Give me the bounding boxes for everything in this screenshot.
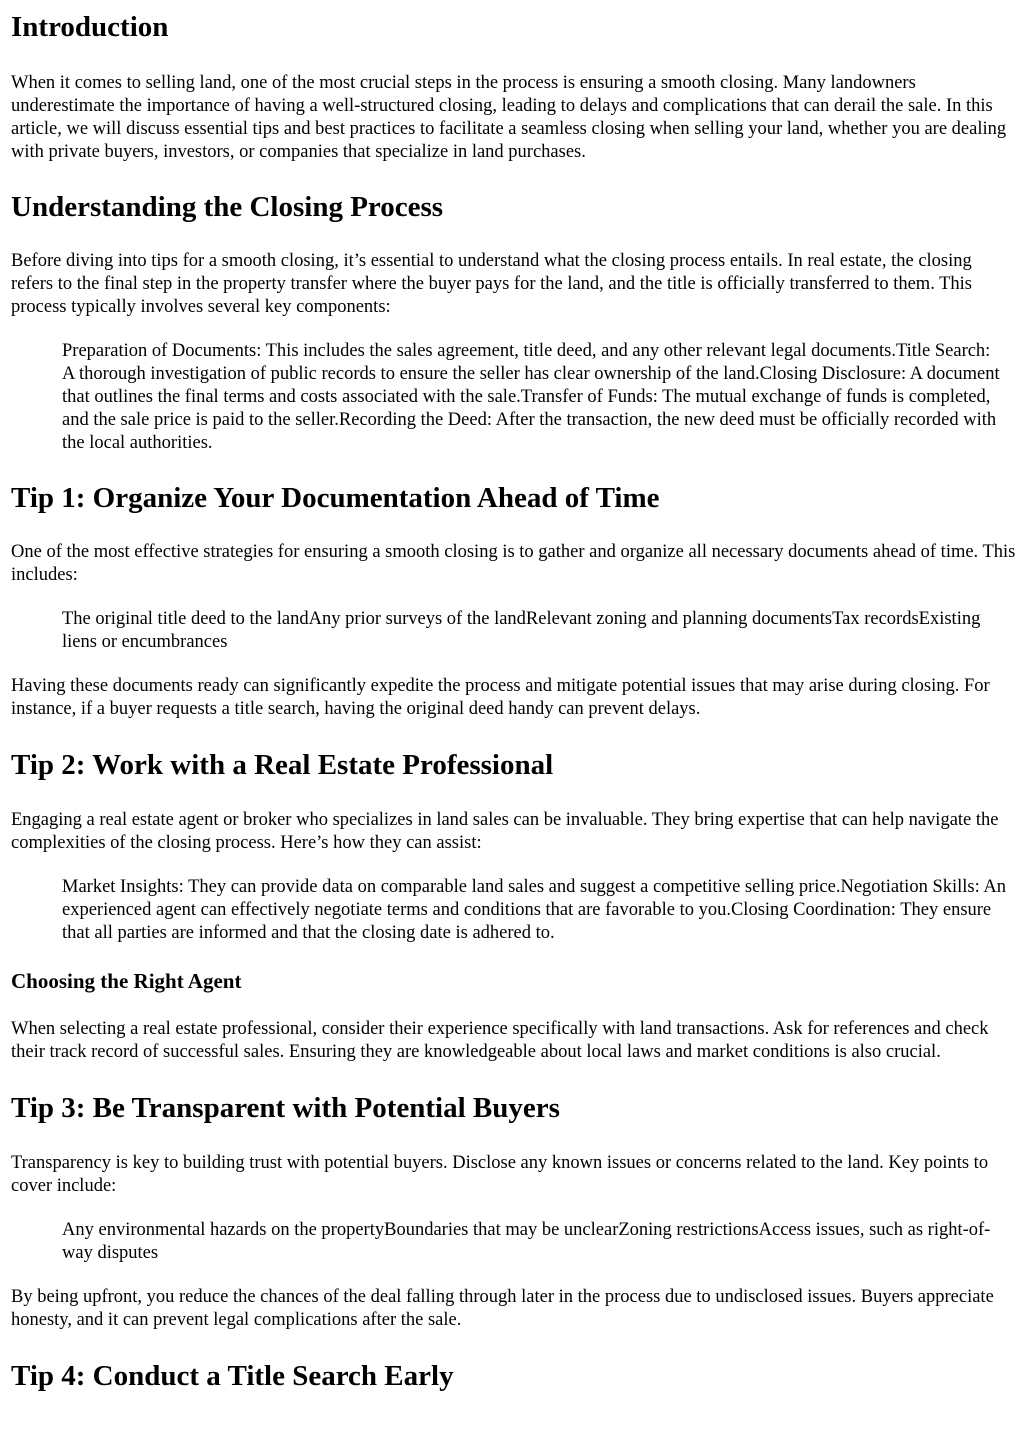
- paragraph-understanding-closing: Before diving into tips for a smooth closing, it’s essential to understand what the closing process entails. In real estate, the closing refers to the final step in the property transfer where the buyer pays for the land, and the title is officially transferred to them. This process typically involves several key components:: [11, 251, 972, 317]
- heading-tip-2: Tip 2: Work with a Real Estate Professional: [11, 749, 554, 781]
- paragraph-tip-3: Transparency is key to building trust with potential buyers. Disclose any known issues or concerns related to the land. Key points to cover include:: [11, 1153, 989, 1196]
- heading-understanding-closing: Understanding the Closing Process: [11, 191, 444, 223]
- paragraph-introduction: When it comes to selling land, one of the most crucial steps in the process is ensuring a smooth closing. Many landowners underestimate the importance of having a well-structured closing, leading to delays and complications that can derail the sale. In this article, we will discuss essential tips and best practices to facilitate a seamless closing when selling your land, whether you are dealing with private buyers, investors, or companies that specialize in land purchases.: [11, 73, 1007, 162]
- paragraph-choosing-agent: When selecting a real estate professional, consider their experience specifically with land transactions. Ask for references and check their track record of successful sales. Ensuring they are knowledgeable about local laws and market conditions is also crucial.: [11, 1019, 989, 1062]
- list-closing-components: Preparation of Documents: This includes the sales agreement, title deed, and any other relevant legal documents.Title Search: A thorough investigation of public records to ensure the seller has clear ownership of the land.Closing Disclosure: A document that outlines the final terms and costs associated with the sale.Transfer of Funds: The mutual exchange of funds is completed, and the sale price is paid to the seller.Recording the Deed: After the transaction, the new deed must be officially recorded with the local authorities.: [62, 341, 1000, 453]
- list-documents: The original title deed to the landAny prior surveys of the landRelevant zoning and planning documentsTax recordsExisting liens or encumbrances: [62, 609, 981, 652]
- paragraph-tip-1: One of the most effective strategies for ensuring a smooth closing is to gather and organize all necessary documents ahead of time. This includes:: [11, 542, 1016, 585]
- subheading-choosing-agent: Choosing the Right Agent: [11, 969, 242, 993]
- heading-tip-1: Tip 1: Organize Your Documentation Ahead of Time: [11, 482, 660, 514]
- article: [0, 10, 1024, 1393]
- heading-tip-4: Tip 4: Conduct a Title Search Early: [11, 1360, 454, 1392]
- paragraph-tip-3-followup: By being upfront, you reduce the chances of the deal falling through later in the process due to undisclosed issues. Buyers appreciate honesty, and it can prevent legal complications after the sale.: [11, 1287, 994, 1330]
- heading-tip-3: Tip 3: Be Transparent with Potential Buyers: [11, 1092, 560, 1124]
- list-key-points: Any environmental hazards on the propertyBoundaries that may be unclearZoning restrictionsAccess issues, such as right-of-way disputes: [62, 1220, 991, 1263]
- paragraph-tip-2: Engaging a real estate agent or broker who specializes in land sales can be invaluable. They bring expertise that can help navigate the complexities of the closing process. Here’s how they can assist:: [11, 810, 999, 853]
- paragraph-tip-1-followup: Having these documents ready can significantly expedite the process and mitigate potential issues that may arise during closing. For instance, if a buyer requests a title search, having the original deed handy can prevent delays.: [11, 676, 990, 719]
- heading-introduction: Introduction: [11, 11, 169, 43]
- list-agent-assistance: Market Insights: They can provide data on comparable land sales and suggest a competitive selling price.Negotiation Skills: An experienced agent can effectively negotiate terms and conditions that are favorable to you.Closing Coordination: They ensure that all parties are informed and that the closing date is adhered to.: [62, 877, 1006, 943]
